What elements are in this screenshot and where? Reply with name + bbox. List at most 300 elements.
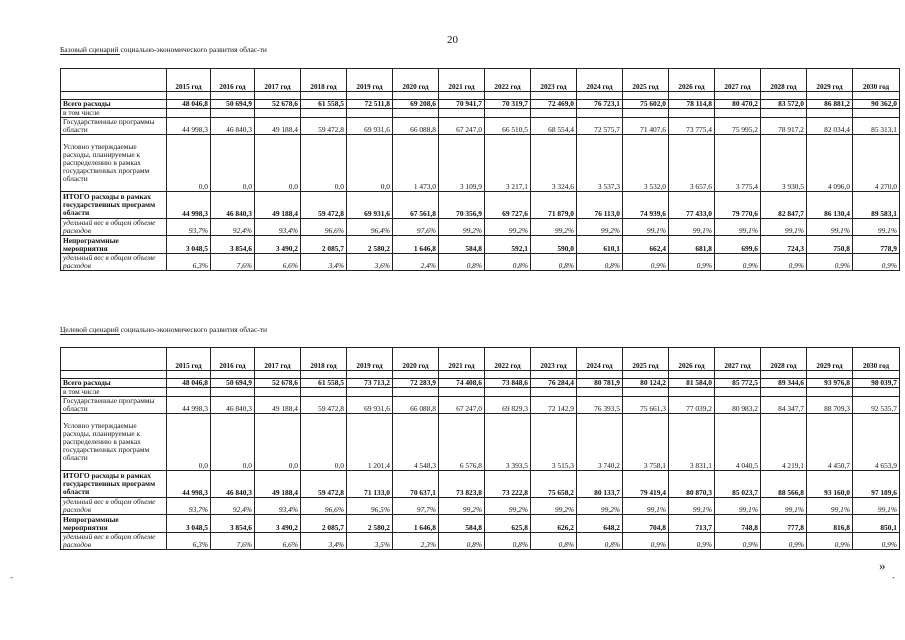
row-label: Непрограммные мероприятия xyxy=(61,236,167,254)
year-header: 2016 год xyxy=(211,348,255,371)
value-cell: 93,4% xyxy=(255,219,301,236)
value-cell: 777,8 xyxy=(761,515,807,533)
margin-mark: - xyxy=(10,572,13,582)
value-cell: 99,2% xyxy=(439,498,485,515)
value-cell: 0,9% xyxy=(669,254,715,271)
value-cell: 46 840,3 xyxy=(211,192,255,219)
year-header: 2025 год xyxy=(623,348,669,371)
year-header: 2028 год xyxy=(761,69,807,92)
value-cell: 69 931,6 xyxy=(347,118,393,135)
value-cell: 0,9% xyxy=(715,533,761,550)
value-cell: 0,9% xyxy=(853,533,900,550)
value-cell: 3 537,3 xyxy=(577,135,623,192)
value-cell: 66 510,5 xyxy=(485,118,531,135)
value-cell: 0,9% xyxy=(807,254,853,271)
value-cell: 82 847,7 xyxy=(761,192,807,219)
value-cell: 3 740,2 xyxy=(577,414,623,471)
value-cell: 3 109,9 xyxy=(439,135,485,192)
value-cell: 3 532,0 xyxy=(623,135,669,192)
value-cell: 69 931,6 xyxy=(347,397,393,414)
value-cell: 0,9% xyxy=(761,533,807,550)
value-cell: 50 694,9 xyxy=(211,379,255,388)
value-cell: 46 840,3 xyxy=(211,118,255,135)
value-cell: 6,3% xyxy=(167,533,211,550)
row-label: удельный вес в общем объеме расходов xyxy=(61,533,167,550)
value-cell: 0,9% xyxy=(853,254,900,271)
value-cell: 99,1% xyxy=(623,498,669,515)
value-cell: 99,2% xyxy=(577,219,623,236)
year-header: 2015 год xyxy=(167,69,211,92)
year-header: 2028 год xyxy=(761,348,807,371)
value-cell: 0,8% xyxy=(531,533,577,550)
value-cell: 99,1% xyxy=(761,219,807,236)
caption-underline xyxy=(60,334,120,335)
value-cell: 52 678,6 xyxy=(255,100,301,109)
value-cell: 3 393,5 xyxy=(485,414,531,471)
value-cell: 4 219,1 xyxy=(761,414,807,471)
value-cell: 72 575,7 xyxy=(577,118,623,135)
value-cell: 584,8 xyxy=(439,515,485,533)
value-cell: 96,5% xyxy=(347,498,393,515)
value-cell: 592,1 xyxy=(485,236,531,254)
value-cell: 2,4% xyxy=(393,254,439,271)
value-cell: 52 678,6 xyxy=(255,379,301,388)
year-header: 2027 год xyxy=(715,348,761,371)
table-row xyxy=(61,135,900,192)
value-cell: 83 572,0 xyxy=(761,100,807,109)
margin-mark: - xyxy=(892,572,895,582)
value-cell: 2,3% xyxy=(393,533,439,550)
value-cell: 49 188,4 xyxy=(255,118,301,135)
value-cell: 0,0 xyxy=(255,414,301,471)
value-cell: 6,6% xyxy=(255,254,301,271)
value-cell: 48 046,8 xyxy=(167,100,211,109)
value-cell: 70 356,9 xyxy=(439,192,485,219)
row-label: Всего расходы xyxy=(61,379,167,388)
value-cell: 3,6% xyxy=(347,254,393,271)
value-cell: 0,9% xyxy=(623,533,669,550)
value-cell: 0,0 xyxy=(211,135,255,192)
year-header: 2023 год xyxy=(531,348,577,371)
value-cell: 99,1% xyxy=(807,498,853,515)
value-cell xyxy=(211,109,255,118)
value-cell: 0,8% xyxy=(439,254,485,271)
value-cell xyxy=(439,109,485,118)
value-cell: 80 983,2 xyxy=(715,397,761,414)
value-cell: 1 646,8 xyxy=(393,515,439,533)
value-cell: 80 870,3 xyxy=(669,471,715,498)
year-header: 2024 год xyxy=(577,69,623,92)
year-header: 2030 год xyxy=(853,348,900,371)
table-row xyxy=(61,414,900,471)
value-cell: 93,7% xyxy=(167,498,211,515)
caption-underline xyxy=(60,54,120,55)
value-cell: 99,1% xyxy=(715,219,761,236)
row-label: Государственные программы области xyxy=(61,118,167,135)
value-cell: 93 976,8 xyxy=(807,379,853,388)
value-cell: 75 602,0 xyxy=(623,100,669,109)
value-cell: 99,2% xyxy=(531,219,577,236)
value-cell: 99,1% xyxy=(669,219,715,236)
value-cell: 3 217,1 xyxy=(485,135,531,192)
value-cell xyxy=(807,109,853,118)
value-cell xyxy=(347,388,393,397)
row-label: ИТОГО расходы в рамках государственных программ области xyxy=(61,192,167,219)
value-cell: 76 284,4 xyxy=(531,379,577,388)
value-cell: 778,9 xyxy=(853,236,900,254)
value-cell xyxy=(393,388,439,397)
value-cell: 3 854,6 xyxy=(211,515,255,533)
value-cell xyxy=(761,109,807,118)
row-label: в том числе xyxy=(61,388,167,397)
value-cell: 80 133,7 xyxy=(577,471,623,498)
row-label: Всего расходы xyxy=(61,100,167,109)
year-header: 2015 год xyxy=(167,348,211,371)
value-cell: 46 840,3 xyxy=(211,397,255,414)
value-cell: 0,0 xyxy=(211,414,255,471)
value-cell: 99,1% xyxy=(853,498,900,515)
value-cell: 72 283,9 xyxy=(393,379,439,388)
value-cell xyxy=(531,388,577,397)
table-row xyxy=(61,100,900,109)
value-cell: 0,8% xyxy=(577,254,623,271)
table-row xyxy=(61,109,900,118)
value-cell: 59 472,8 xyxy=(301,192,347,219)
value-cell: 69 208,6 xyxy=(393,100,439,109)
value-cell: 93,7% xyxy=(167,219,211,236)
value-cell: 2 580,2 xyxy=(347,236,393,254)
year-header: 2021 год xyxy=(439,69,485,92)
table-row xyxy=(61,388,900,397)
table-row xyxy=(61,397,900,414)
value-cell: 86 130,4 xyxy=(807,192,853,219)
value-cell: 99,2% xyxy=(439,219,485,236)
year-header: 2030 год xyxy=(853,69,900,92)
value-cell xyxy=(577,109,623,118)
value-cell: 79 770,6 xyxy=(715,192,761,219)
value-cell: 80 124,2 xyxy=(623,379,669,388)
value-cell: 89 344,6 xyxy=(761,379,807,388)
value-cell xyxy=(393,109,439,118)
value-cell: 93 160,0 xyxy=(807,471,853,498)
year-header: 2026 год xyxy=(669,348,715,371)
value-cell: 0,9% xyxy=(761,254,807,271)
value-cell: 0,0 xyxy=(167,135,211,192)
value-cell: 3 490,2 xyxy=(255,236,301,254)
value-cell: 99,2% xyxy=(485,219,531,236)
value-cell: 44 998,3 xyxy=(167,471,211,498)
row-label: Непрограммные мероприятия xyxy=(61,515,167,533)
value-cell: 97,6% xyxy=(393,219,439,236)
row-label: удельный вес в общем объеме расходов xyxy=(61,219,167,236)
value-cell: 0,0 xyxy=(301,135,347,192)
value-cell: 73 222,8 xyxy=(485,471,531,498)
value-cell: 76 113,0 xyxy=(577,192,623,219)
value-cell: 67 561,8 xyxy=(393,192,439,219)
value-cell xyxy=(485,388,531,397)
value-cell: 681,8 xyxy=(669,236,715,254)
value-cell: 3 854,6 xyxy=(211,236,255,254)
header-row xyxy=(61,69,900,92)
year-header: 2017 год xyxy=(255,69,301,92)
value-cell: 68 554,4 xyxy=(531,118,577,135)
closing-quote: » xyxy=(879,558,886,573)
row-label: ИТОГО расходы в рамках государственных программ области xyxy=(61,471,167,498)
year-header: 2016 год xyxy=(211,69,255,92)
value-cell: 71 133,0 xyxy=(347,471,393,498)
value-cell: 3 048,5 xyxy=(167,515,211,533)
table-row xyxy=(61,379,900,388)
value-cell xyxy=(301,109,347,118)
year-header: 2022 год xyxy=(485,69,531,92)
value-cell: 73 713,2 xyxy=(347,379,393,388)
value-cell: 1 473,0 xyxy=(393,135,439,192)
value-cell: 626,2 xyxy=(531,515,577,533)
row-label: Условно утверждаемые расходы, планируемые к распределению в рамках государственных программ области xyxy=(61,414,167,471)
year-header: 2025 год xyxy=(623,69,669,92)
value-cell: 49 188,4 xyxy=(255,397,301,414)
value-cell: 76 723,1 xyxy=(577,100,623,109)
value-cell: 99,1% xyxy=(761,498,807,515)
value-cell: 77 433,0 xyxy=(669,192,715,219)
value-cell: 7,6% xyxy=(211,533,255,550)
value-cell: 99,1% xyxy=(715,498,761,515)
table-row xyxy=(61,471,900,498)
value-cell: 85 313,1 xyxy=(853,118,900,135)
value-cell: 85 772,5 xyxy=(715,379,761,388)
year-header: 2018 год xyxy=(301,348,347,371)
value-cell: 3 490,2 xyxy=(255,515,301,533)
value-cell: 44 998,3 xyxy=(167,192,211,219)
table-row xyxy=(61,498,900,515)
value-cell: 1 201,4 xyxy=(347,414,393,471)
value-cell: 3 775,4 xyxy=(715,135,761,192)
spacer-row xyxy=(61,92,900,100)
value-cell: 3 515,3 xyxy=(531,414,577,471)
value-cell: 662,4 xyxy=(623,236,669,254)
value-cell: 0,8% xyxy=(531,254,577,271)
table-row xyxy=(61,254,900,271)
value-cell: 81 584,0 xyxy=(669,379,715,388)
value-cell: 73 775,4 xyxy=(669,118,715,135)
value-cell: 99,1% xyxy=(807,219,853,236)
value-cell: 0,0 xyxy=(347,135,393,192)
value-cell: 85 023,7 xyxy=(715,471,761,498)
row-label: в том числе xyxy=(61,109,167,118)
target-scenario-caption xyxy=(60,326,310,335)
value-cell xyxy=(255,109,301,118)
value-cell: 72 511,8 xyxy=(347,100,393,109)
year-header: 2023 год xyxy=(531,69,577,92)
value-cell: 3 324,6 xyxy=(531,135,577,192)
row-label: удельный вес в общем объеме расходов xyxy=(61,498,167,515)
value-cell: 704,8 xyxy=(623,515,669,533)
spacer-row xyxy=(61,371,900,379)
value-cell: 3 657,6 xyxy=(669,135,715,192)
value-cell: 0,8% xyxy=(577,533,623,550)
value-cell: 80 470,2 xyxy=(715,100,761,109)
value-cell: 99,1% xyxy=(669,498,715,515)
year-header: 2024 год xyxy=(577,348,623,371)
value-cell: 77 039,2 xyxy=(669,397,715,414)
value-cell: 61 558,5 xyxy=(301,379,347,388)
value-cell: 46 840,3 xyxy=(211,471,255,498)
value-cell xyxy=(853,109,900,118)
value-cell: 0,9% xyxy=(715,254,761,271)
value-cell: 816,8 xyxy=(807,515,853,533)
base-scenario-caption-text: Базовый сценарий социально-экономического развития облас-ти xyxy=(60,45,267,54)
base-scenario-table xyxy=(60,68,900,271)
year-header: 2019 год xyxy=(347,348,393,371)
value-cell: 4 096,0 xyxy=(807,135,853,192)
value-cell: 59 472,8 xyxy=(301,118,347,135)
value-cell: 3 048,5 xyxy=(167,236,211,254)
value-cell xyxy=(347,109,393,118)
value-cell: 74 408,6 xyxy=(439,379,485,388)
row-label: удельный вес в общем объеме расходов xyxy=(61,254,167,271)
value-cell xyxy=(807,388,853,397)
table-row xyxy=(61,515,900,533)
value-cell: 69 727,6 xyxy=(485,192,531,219)
value-cell: 88 709,3 xyxy=(807,397,853,414)
value-cell: 69 931,6 xyxy=(347,192,393,219)
value-cell: 75 995,2 xyxy=(715,118,761,135)
value-cell: 50 694,9 xyxy=(211,100,255,109)
value-cell xyxy=(531,109,577,118)
value-cell: 78 114,8 xyxy=(669,100,715,109)
value-cell xyxy=(623,109,669,118)
value-cell: 2 085,7 xyxy=(301,236,347,254)
value-cell: 3,5% xyxy=(347,533,393,550)
value-cell: 76 393,5 xyxy=(577,397,623,414)
row-label: Условно утверждаемые расходы, планируемые к распределению в рамках государственных программ области xyxy=(61,135,167,192)
value-cell: 86 881,2 xyxy=(807,100,853,109)
value-cell: 3 930,5 xyxy=(761,135,807,192)
value-cell: 4 040,5 xyxy=(715,414,761,471)
value-cell: 0,9% xyxy=(669,533,715,550)
value-cell: 0,0 xyxy=(255,135,301,192)
value-cell: 73 848,6 xyxy=(485,379,531,388)
value-cell: 70 637,1 xyxy=(393,471,439,498)
year-header: 2018 год xyxy=(301,69,347,92)
value-cell: 0,8% xyxy=(485,254,531,271)
value-cell: 72 469,0 xyxy=(531,100,577,109)
year-header: 2017 год xyxy=(255,348,301,371)
value-cell xyxy=(255,388,301,397)
value-cell: 3 758,1 xyxy=(623,414,669,471)
value-cell xyxy=(715,109,761,118)
value-cell: 99,2% xyxy=(531,498,577,515)
value-cell: 73 823,8 xyxy=(439,471,485,498)
value-cell: 6,6% xyxy=(255,533,301,550)
value-cell: 99,2% xyxy=(577,498,623,515)
row-label: Государственные программы области xyxy=(61,397,167,414)
value-cell: 69 829,3 xyxy=(485,397,531,414)
value-cell: 3 831,1 xyxy=(669,414,715,471)
header-row xyxy=(61,348,900,371)
value-cell: 84 347,7 xyxy=(761,397,807,414)
value-cell: 90 362,0 xyxy=(853,100,900,109)
value-cell: 71 879,0 xyxy=(531,192,577,219)
value-cell: 70 319,7 xyxy=(485,100,531,109)
value-cell: 99,1% xyxy=(853,219,900,236)
value-cell: 748,8 xyxy=(715,515,761,533)
value-cell: 66 088,8 xyxy=(393,397,439,414)
value-cell xyxy=(577,388,623,397)
value-cell: 0,0 xyxy=(301,414,347,471)
value-cell: 79 419,4 xyxy=(623,471,669,498)
value-cell: 4 548,3 xyxy=(393,414,439,471)
value-cell: 89 583,1 xyxy=(853,192,900,219)
year-header: 2022 год xyxy=(485,348,531,371)
value-cell: 6,3% xyxy=(167,254,211,271)
value-cell: 4 450,7 xyxy=(807,414,853,471)
value-cell: 99,1% xyxy=(623,219,669,236)
value-cell: 750,8 xyxy=(807,236,853,254)
value-cell: 4 270,0 xyxy=(853,135,900,192)
value-cell: 96,4% xyxy=(347,219,393,236)
year-header: 2029 год xyxy=(807,348,853,371)
value-cell: 3,4% xyxy=(301,254,347,271)
value-cell: 74 939,6 xyxy=(623,192,669,219)
value-cell: 4 653,9 xyxy=(853,414,900,471)
value-cell: 78 917,2 xyxy=(761,118,807,135)
year-header: 2027 год xyxy=(715,69,761,92)
header-blank-cell xyxy=(61,348,167,371)
value-cell: 71 407,6 xyxy=(623,118,669,135)
value-cell: 66 088,8 xyxy=(393,118,439,135)
table-row xyxy=(61,118,900,135)
value-cell: 88 566,8 xyxy=(761,471,807,498)
value-cell: 97 189,6 xyxy=(853,471,900,498)
target-scenario-table xyxy=(60,347,900,550)
value-cell: 610,1 xyxy=(577,236,623,254)
value-cell: 625,8 xyxy=(485,515,531,533)
value-cell: 82 034,4 xyxy=(807,118,853,135)
year-header: 2029 год xyxy=(807,69,853,92)
value-cell: 590,0 xyxy=(531,236,577,254)
value-cell: 49 188,4 xyxy=(255,471,301,498)
table-row xyxy=(61,533,900,550)
value-cell: 724,3 xyxy=(761,236,807,254)
value-cell xyxy=(669,109,715,118)
value-cell: 1 646,8 xyxy=(393,236,439,254)
value-cell: 75 658,2 xyxy=(531,471,577,498)
value-cell xyxy=(485,109,531,118)
value-cell xyxy=(167,388,211,397)
page-number: 20 xyxy=(447,34,458,46)
year-header: 2020 год xyxy=(393,69,439,92)
value-cell: 6 576,8 xyxy=(439,414,485,471)
value-cell: 2 085,7 xyxy=(301,515,347,533)
table-row xyxy=(61,236,900,254)
value-cell xyxy=(439,388,485,397)
value-cell: 99,2% xyxy=(485,498,531,515)
base-scenario-caption xyxy=(60,46,310,55)
value-cell xyxy=(167,109,211,118)
value-cell xyxy=(669,388,715,397)
value-cell: 59 472,8 xyxy=(301,471,347,498)
value-cell: 61 558,5 xyxy=(301,100,347,109)
year-header: 2021 год xyxy=(439,348,485,371)
value-cell: 92,4% xyxy=(211,219,255,236)
table-row xyxy=(61,219,900,236)
value-cell: 96,6% xyxy=(301,498,347,515)
value-cell: 0,9% xyxy=(807,533,853,550)
value-cell: 67 247,0 xyxy=(439,118,485,135)
value-cell: 92 535,7 xyxy=(853,397,900,414)
value-cell: 48 046,8 xyxy=(167,379,211,388)
